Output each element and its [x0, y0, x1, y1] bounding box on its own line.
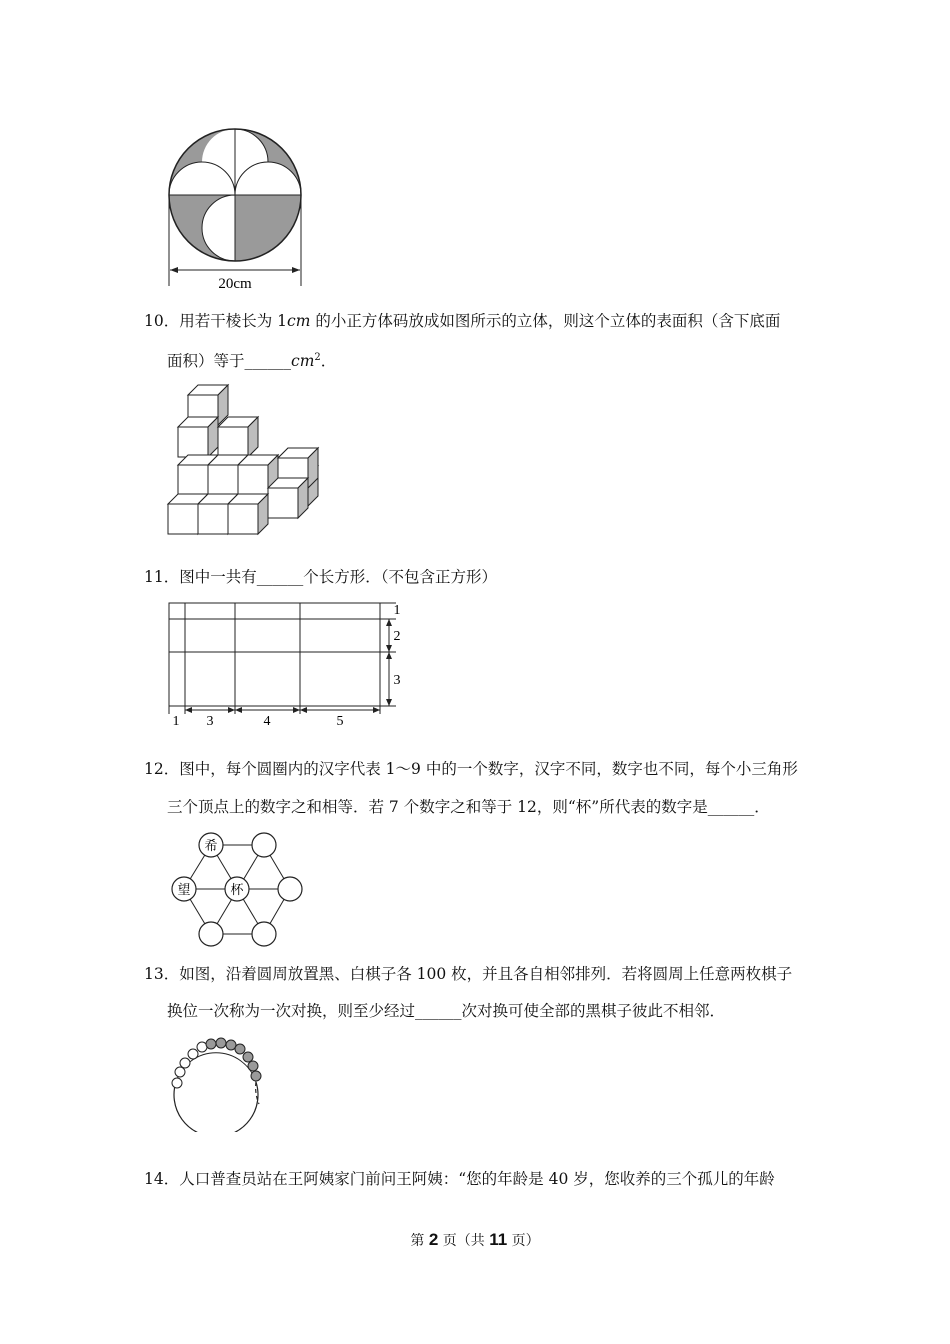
- question-12-line2: 三个顶点上的数字之和相等．若 7 个数字之和等于 12，则“杯”所代表的数字是______．: [167, 798, 770, 816]
- page-footer: 第 2 页（共 11 页）: [410, 1230, 540, 1249]
- cube-face: [208, 465, 238, 495]
- question-10-line1: 10．用若干棱长为 1cm 的小正方体码放成如图所示的立体，则这个立体的表面积（含下底面: [144, 312, 781, 330]
- triangle-circles-figure: [164, 828, 309, 953]
- bottom-label-1: 1: [172, 714, 180, 729]
- question-12-line1: 12．图中，每个圆圈内的汉字代表 1～9 中的一个数字，汉字不同，数字也不同，每个小三角形: [144, 760, 798, 778]
- cube-face: [198, 504, 228, 534]
- question-13-line2: 换位一次称为一次对换，则至少经过______次对换可使全部的黑棋子彼此不相邻．: [167, 1002, 726, 1020]
- cube-face: [218, 427, 248, 457]
- question-11: 11．图中一共有______个长方形．（不包含正方形）: [144, 568, 498, 586]
- cube-face: [268, 488, 298, 518]
- question-13-line1: 13．如图，沿着圆周放置黑、白棋子各 100 枚，并且各自相邻排列．若将圆周上任意两枚棋子: [144, 965, 793, 983]
- rectangle-grid-figure: [164, 600, 409, 730]
- cube-face: [238, 465, 268, 495]
- page-number: 2: [428, 1230, 439, 1249]
- right-label-3: 3: [393, 673, 401, 688]
- cube-face: [228, 504, 258, 534]
- answer-blank: ______: [415, 1002, 462, 1020]
- cube-face: [178, 465, 208, 495]
- bottom-label-3: 4: [263, 714, 271, 729]
- page-total: 11: [489, 1230, 508, 1249]
- dimension-label: 20cm: [218, 276, 252, 292]
- circle-wang-label: 望: [177, 882, 191, 897]
- right-label-1: 1: [393, 603, 401, 618]
- question-10-line2: 面积）等于$\_\_\_\_\_\_cm^2$．: [167, 352, 337, 371]
- answer-blank: ______: [707, 798, 755, 816]
- cube-face: [178, 427, 208, 457]
- bottom-label-4: 5: [336, 714, 344, 729]
- answer-blank: ______: [244, 352, 292, 371]
- question-14-line1: 14．人口普查员站在王阿姨家门前问王阿姨：“您的年龄是 40 岁，您收养的三个孤儿的年龄: [144, 1170, 775, 1188]
- bottom-label-2: 3: [206, 714, 214, 729]
- circle-figure: [160, 128, 310, 293]
- chess-circle-figure: [164, 1032, 274, 1132]
- right-label-2: 2: [393, 629, 401, 644]
- cube-face: [168, 504, 198, 534]
- answer-blank: ______: [256, 568, 304, 586]
- cube-stack-figure: [164, 380, 329, 540]
- circle-bei-label: 杯: [230, 882, 244, 897]
- circle-xi-label: 希: [204, 838, 218, 853]
